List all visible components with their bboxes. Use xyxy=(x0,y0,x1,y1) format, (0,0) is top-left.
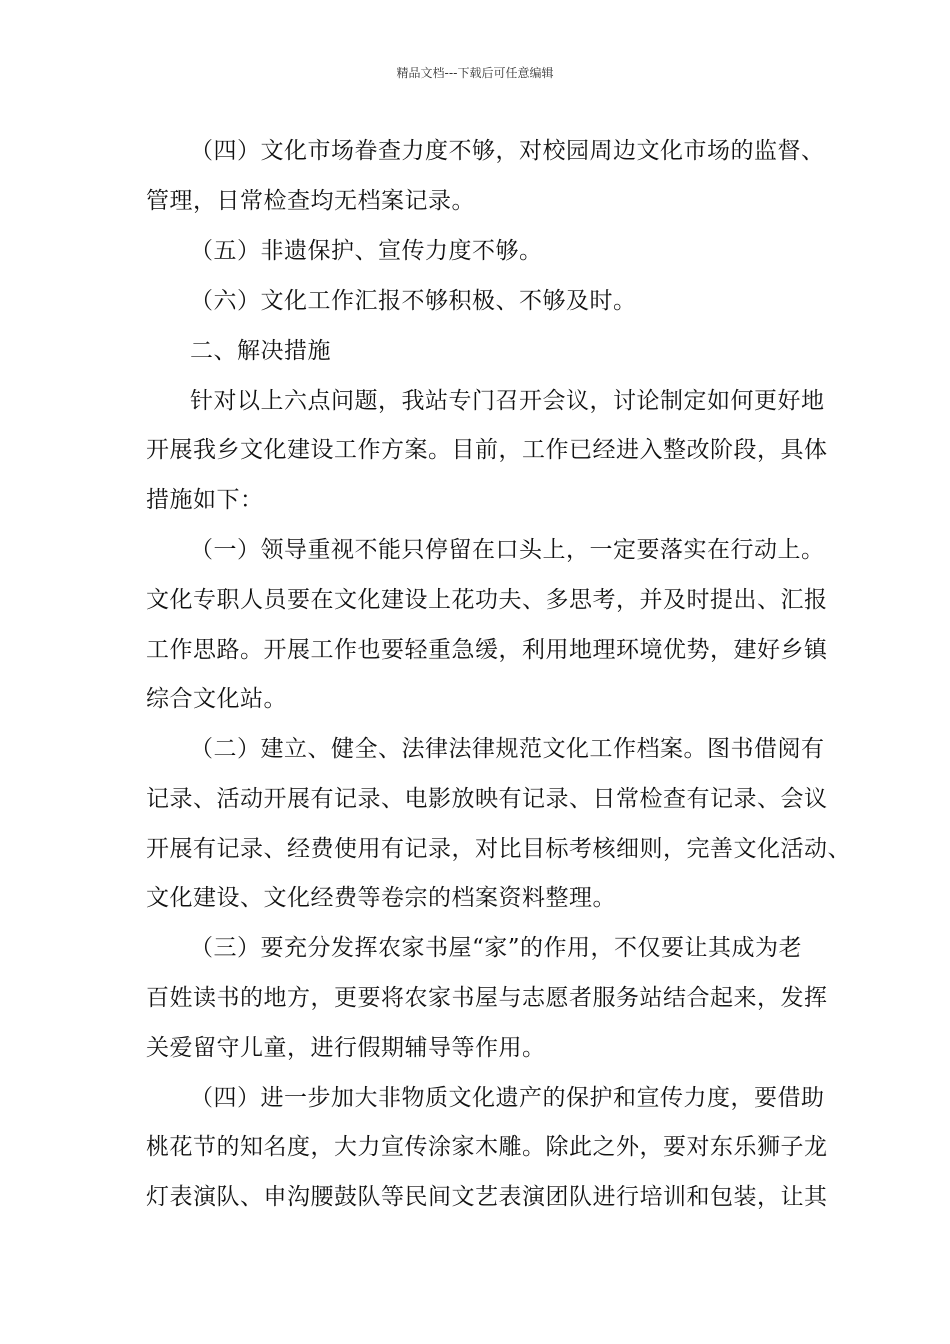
paragraph-line: 开展有记录、经费使用有记录，对比目标考核细则，完善文化活动、 xyxy=(146,836,851,862)
paragraph-line: 百姓读书的地方，更要将农家书屋与志愿者服务站结合起来，发挥 xyxy=(146,985,828,1011)
paragraph-line: （六）文化工作汇报不够积极、不够及时。 xyxy=(190,288,637,314)
paragraph-line: 记录、活动开展有记录、电影放映有记录、日常检查有记录、会议 xyxy=(146,786,828,812)
paragraph-line: 关爱留守儿童，进行假期辅导等作用。 xyxy=(146,1035,546,1061)
paragraph-line: 措施如下： xyxy=(146,487,264,513)
paragraph-line: 桃花节的知名度，大力宣传涂家木雕。除此之外，要对东乐狮子龙 xyxy=(146,1134,828,1160)
paragraph-line: （四）文化市场眷查力度不够，对校园周边文化市场的监督、 xyxy=(190,138,825,164)
paragraph-line: （四）进一步加大非物质文化遗产的保护和宣传力度，要借助 xyxy=(190,1085,825,1111)
paragraph-line: 文化建设、文化经费等卷宗的档案资料整理。 xyxy=(146,885,616,911)
paragraph-line: （二）建立、健全、法律法律规范文化工作档案。图书借阅有 xyxy=(190,736,825,762)
paragraph-line: 综合文化站。 xyxy=(146,686,287,712)
paragraph-line: 灯表演队、申沟腰鼓队等民间文艺表演团队进行培训和包装，让其 xyxy=(146,1184,828,1210)
paragraph-line: 管理，日常检查均无档案记录。 xyxy=(146,188,475,214)
paragraph-line: （三）要充分发挥农家书屋“家”的作用，不仅要让其成为老 xyxy=(190,935,803,961)
page-header: 精品文档---下载后可任意编辑 xyxy=(396,66,554,80)
paragraph-line: 开展我乡文化建设工作方案。目前，工作已经进入整改阶段，具体 xyxy=(146,437,828,463)
paragraph-line: （一）领导重视不能只停留在口头上，一定要落实在行动上。 xyxy=(190,537,825,563)
section-heading: 二、解决措施 xyxy=(190,338,331,364)
paragraph-line: 文化专职人员要在文化建设上花功夫、多思考，并及时提出、汇报 xyxy=(146,587,828,613)
paragraph-line: 工作思路。开展工作也要轻重急缓，利用地理环境优势，建好乡镇 xyxy=(146,637,828,663)
paragraph-line: 针对以上六点问题，我站专门召开会议，讨论制定如何更好地 xyxy=(190,388,825,414)
paragraph-line: （五）非遗保护、宣传力度不够。 xyxy=(190,238,543,264)
